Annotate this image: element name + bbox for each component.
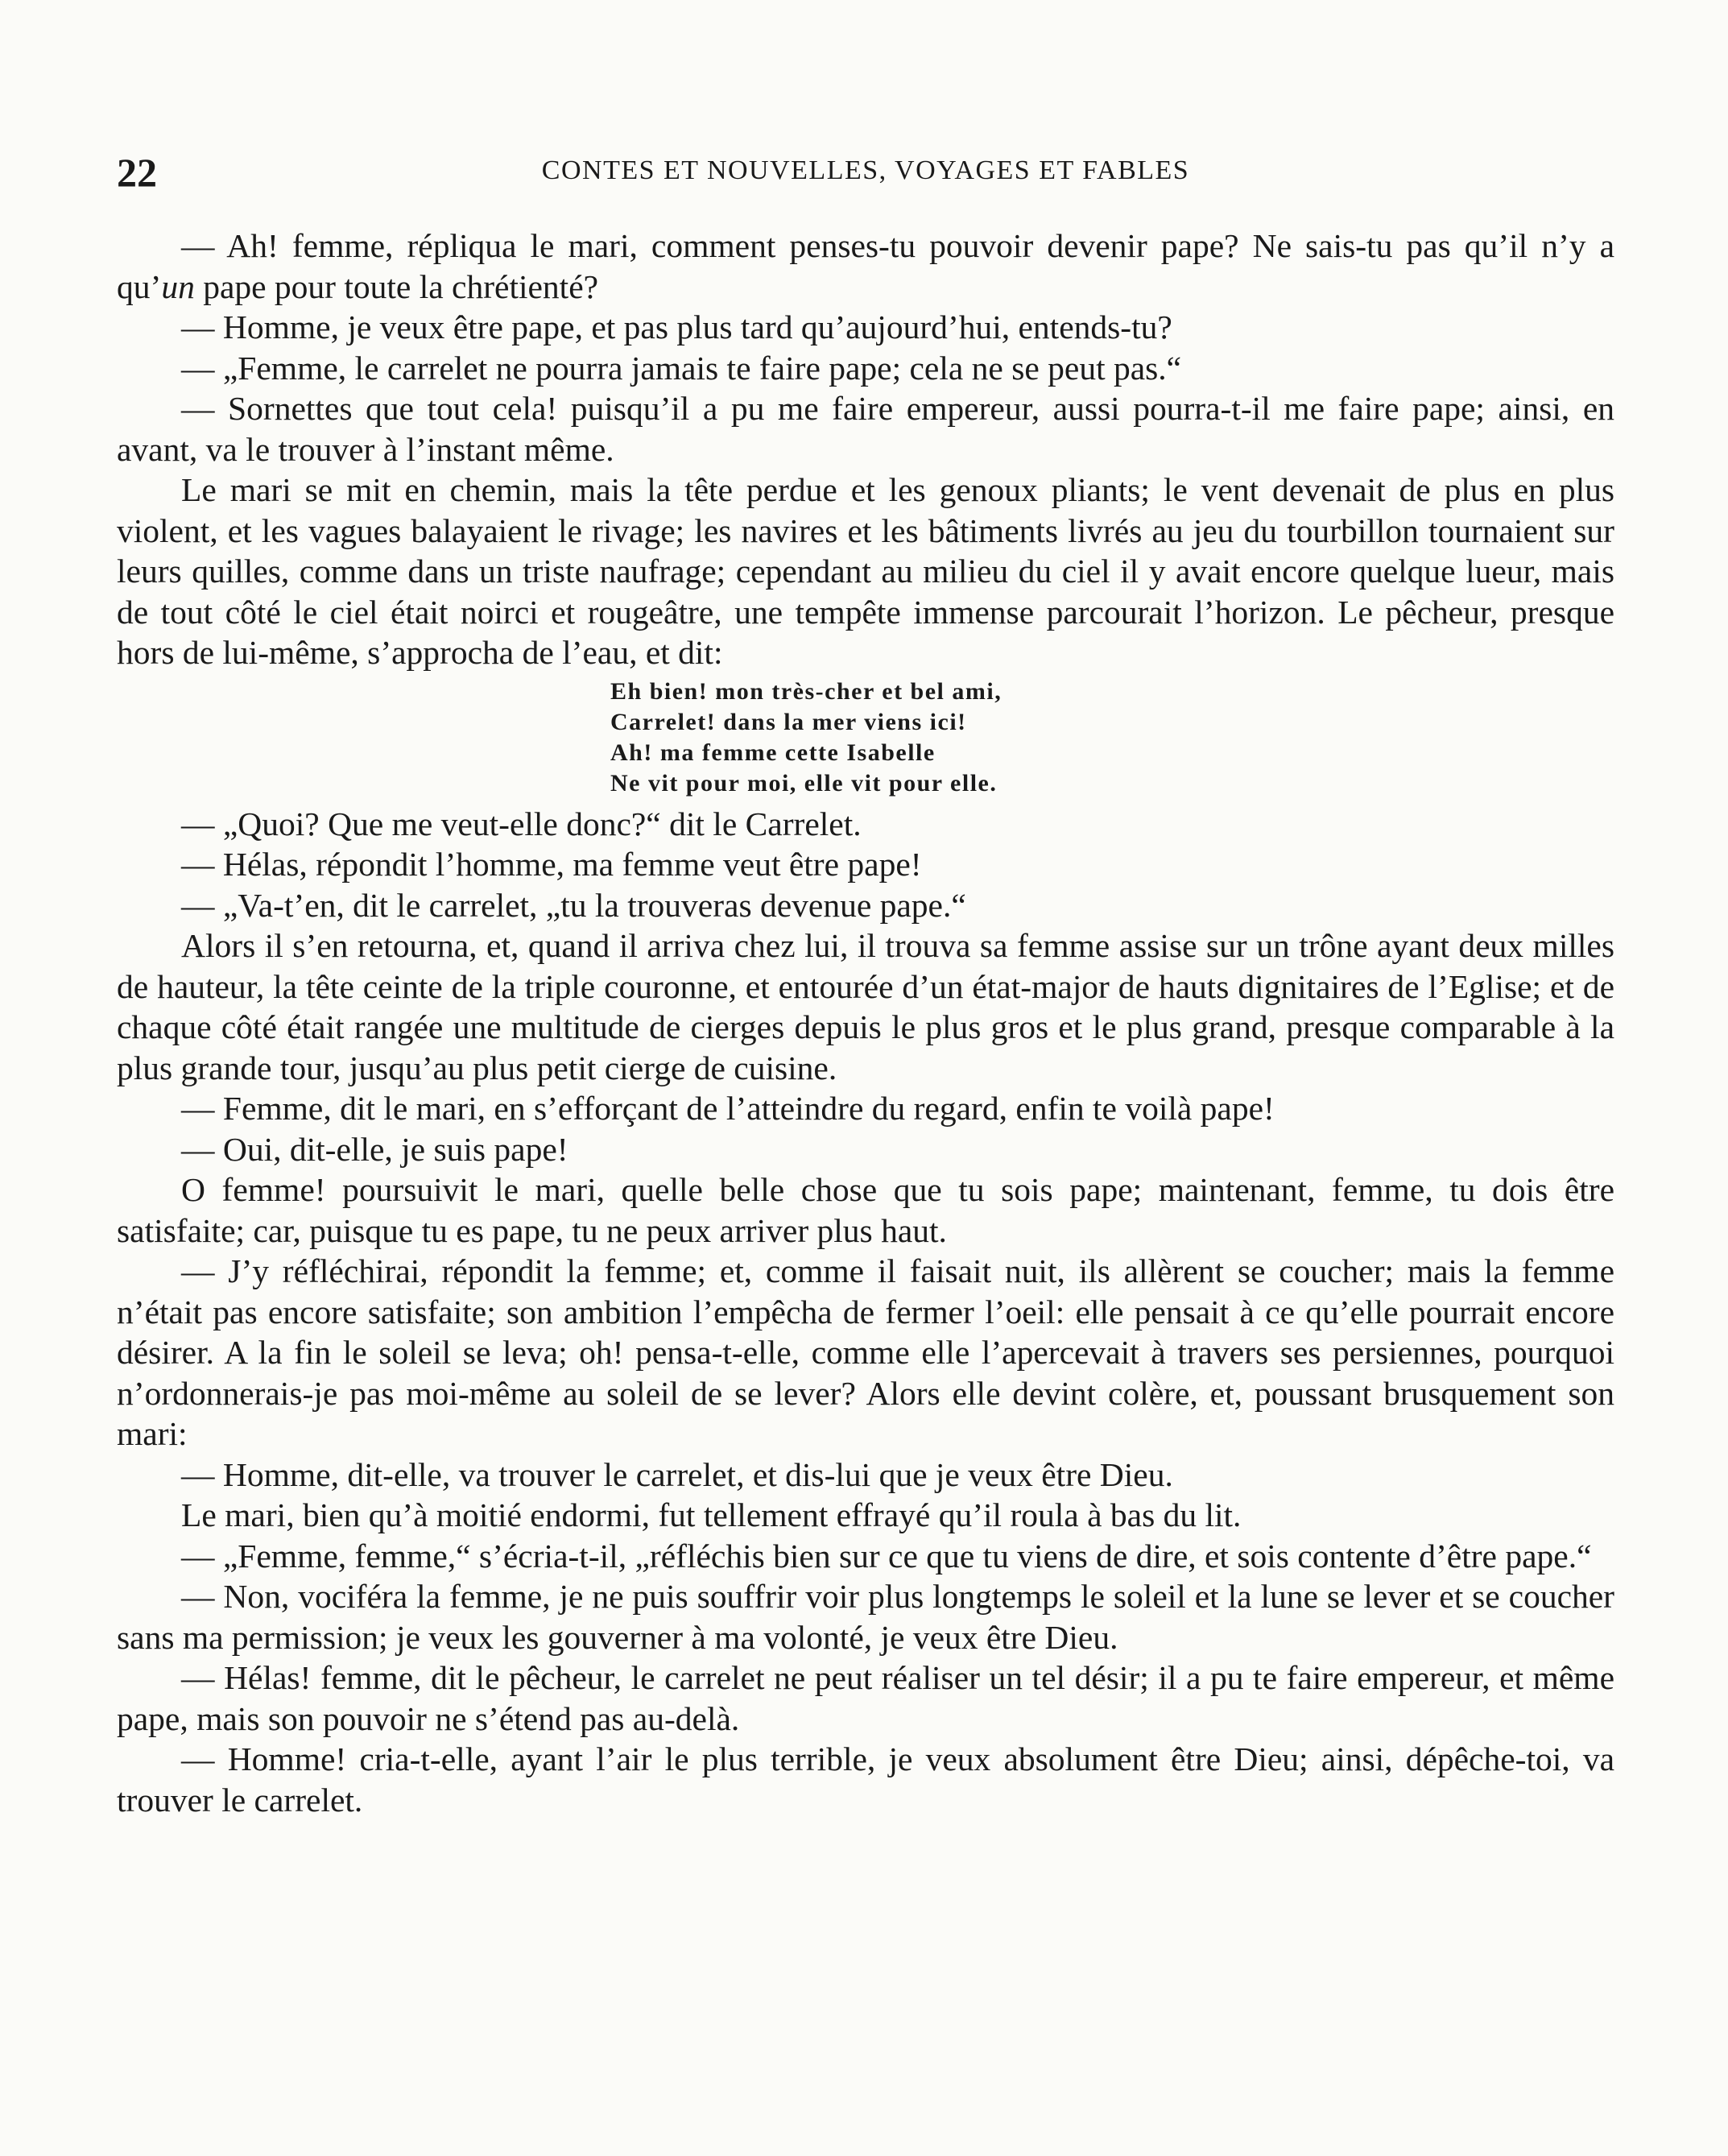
- paragraph: Le mari se mit en chemin, mais la tête perdue et les genoux pliants; le vent devenait de plus en plus violent, et les vagues balayaient le rivage; les navires et les bâtiments livrés au jeu du tourbillon tournaient sur leurs quilles, comme dans un triste naufrage; cependant au milieu du ciel il y avait encore quelque lueur, mais de tout côté le ciel était noirci et rougeâtre, une tempête immense parcourait l’horizon. Le pêcheur, presque hors de lui-même, s’approcha de l’eau, et dit:: [117, 471, 1614, 671]
- paragraph: — Homme, je veux être pape, et pas plus tard qu’aujourd’hui, entends-tu?: [181, 308, 1172, 346]
- body-text: [117, 226, 1614, 1820]
- paragraph: — Hélas, répondit l’homme, ma femme veut être pape!: [181, 846, 922, 883]
- verse-block: [610, 677, 1614, 799]
- paragraph: — „Femme, femme,“ s’écria-t-il, „réfléchis bien sur ce que tu viens de dire, et sois contente d’être pape.“: [181, 1537, 1592, 1575]
- paragraph: — Homme, dit-elle, va trouver le carrelet, et dis-lui que je veux être Dieu.: [181, 1455, 1173, 1493]
- paragraph: — Ah! femme, répliqua le mari, comment penses-tu pouvoir devenir pape? Ne sais-tu pas qu’il n’y a qu’un pape pour toute la chrétienté?: [117, 227, 1614, 305]
- emphasis: un: [161, 267, 195, 305]
- paragraph: — Hélas! femme, dit le pêcheur, le carrelet ne peut réaliser un tel désir; il a pu te faire empereur, et même pape, mais son pouvoir ne s’étend pas au-delà.: [117, 1659, 1614, 1737]
- paragraph: O femme! poursuivit le mari, quelle belle chose que tu sois pape; maintenant, femme, tu dois être satisfaite; car, puisque tu es pape, tu ne peux arriver plus haut.: [117, 1171, 1614, 1249]
- page-number: 22: [117, 150, 157, 195]
- paragraph: — Oui, dit-elle, je suis pape!: [181, 1130, 568, 1168]
- page-header: [117, 149, 1614, 197]
- paragraph: — Homme! cria-t-elle, ayant l’air le plus terrible, je veux absolument être Dieu; ainsi, dépêche-toi, va trouver le carrelet.: [117, 1740, 1614, 1819]
- verse-line: Carrelet! dans la mer viens ici!: [610, 708, 967, 735]
- paragraph: — Sornettes que tout cela! puisqu’il a pu me faire empereur, aussi pourra-t-il me faire pape; ainsi, en avant, va le trouver à l’instant même.: [117, 390, 1614, 468]
- running-title: CONTES ET NOUVELLES, VOYAGES ET FABLES: [541, 155, 1190, 185]
- verse-line: Ne vit pour moi, elle vit pour elle.: [610, 769, 998, 797]
- paragraph: Alors il s’en retourna, et, quand il arriva chez lui, il trouva sa femme assise sur un trône ayant deux milles de hauteur, la tête ceinte de la triple couronne, et entourée d’un état-major de hauts dignitaires de l’Eglise; et de chaque côté était rangée une multitude de cierges depuis le plus gros et le plus grand, presque comparable à la plus grande tour, jusqu’au plus petit cierge de cuisine.: [117, 927, 1614, 1086]
- paragraph: — „Va-t’en, dit le carrelet, „tu la trouveras devenue pape.“: [181, 886, 966, 924]
- paragraph: — J’y réfléchirai, répondit la femme; et, comme il faisait nuit, ils allèrent se coucher; mais la femme n’était pas encore satisfaite; son ambition l’empêcha de fermer l’oeil: elle pensait à ce qu’elle pourrait encore désirer. A la fin le soleil se leva; oh! pensa-t-elle, comme elle l’apercevait à travers ses persiennes, pourquoi n’ordonnerais-je pas moi-même au soleil de se lever? Alors elle devint colère, et, poussant brusquement son mari:: [117, 1252, 1614, 1452]
- paragraph: — Femme, dit le mari, en s’efforçant de l’atteindre du regard, enfin te voilà pape!: [181, 1090, 1275, 1127]
- paragraph: Le mari, bien qu’à moitié endormi, fut tellement effrayé qu’il roula à bas du lit.: [181, 1496, 1242, 1533]
- paragraph: — Non, vociféra la femme, je ne puis souffrir voir plus longtemps le soleil et la lune se lever et se coucher sans ma permission; je veux les gouverner à ma volonté, je veux être Dieu.: [117, 1578, 1614, 1656]
- verse-line: Ah! ma femme cette Isabelle: [610, 739, 936, 766]
- paragraph: — „Femme, le carrelet ne pourra jamais te faire pape; cela ne se peut pas.“: [181, 349, 1182, 387]
- paragraph: — „Quoi? Que me veut-elle donc?“ dit le Carrelet.: [181, 805, 862, 842]
- verse-line: Eh bien! mon très-cher et bel ami,: [610, 677, 1002, 705]
